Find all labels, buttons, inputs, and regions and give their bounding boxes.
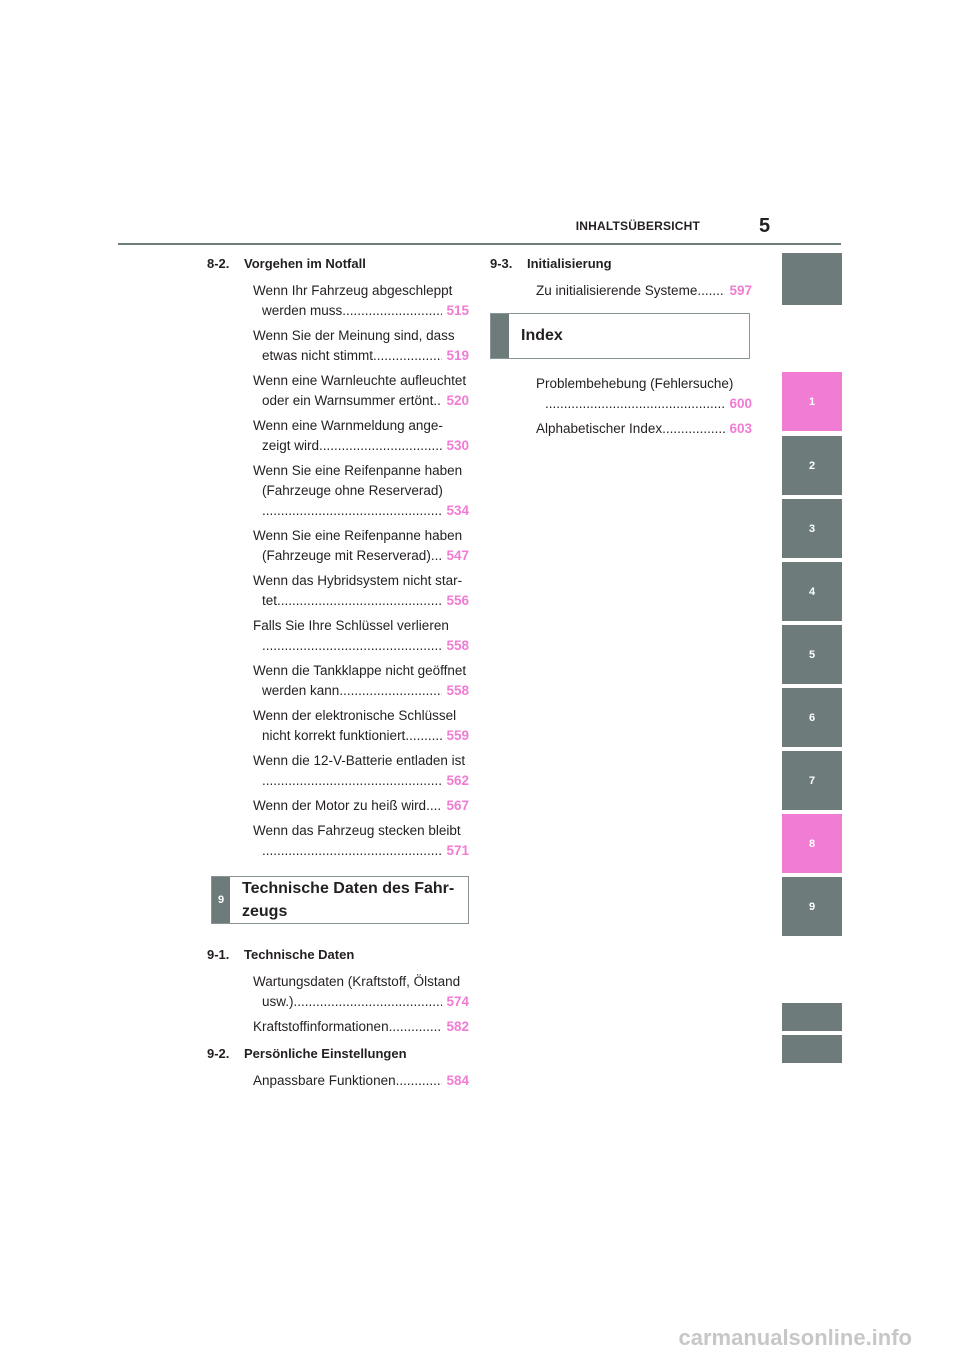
toc-section (207, 251, 469, 861)
dot-leader (262, 501, 442, 521)
toc-entry-last-line (253, 771, 469, 791)
toc-entry-text: Wenn der Motor zu heiß wird (253, 798, 427, 813)
toc-entry[interactable] (207, 416, 469, 456)
header-rule (118, 243, 841, 245)
page-link[interactable]: 574 (446, 994, 469, 1009)
toc-entry[interactable] (207, 661, 469, 701)
page-link[interactable]: 567 (446, 798, 469, 813)
chapter-tab-2[interactable]: 2 (782, 436, 842, 495)
toc-entry-text: Wenn Sie eine Reifenpanne haben (253, 463, 463, 478)
page-link[interactable]: 519 (446, 348, 469, 363)
page-link[interactable]: 600 (729, 396, 752, 411)
toc-entry-text: Anpassbare Funktionen (253, 1073, 396, 1088)
toc-entry-text: oder ein Warnsummer ertönt (262, 393, 434, 408)
dot-leader (433, 391, 442, 411)
toc-entry-text: Wenn Sie eine Reifenpanne haben (253, 528, 463, 543)
toc-entry[interactable] (207, 461, 469, 521)
toc-entry[interactable] (490, 281, 752, 301)
toc-entry-text: tet (262, 593, 278, 608)
toc-entry-text: Wenn der elektronische Schlüssel (253, 708, 457, 723)
toc-entry-last-line (253, 681, 469, 701)
section-number: 9-1. (207, 947, 230, 962)
toc-entry-text: werden muss (262, 303, 343, 318)
dot-leader (426, 796, 442, 816)
toc-entry[interactable] (207, 281, 469, 321)
dot-leader (262, 636, 442, 656)
chapter-title-line: Technische Daten des Fahr- (242, 880, 455, 897)
section-number: 9-2. (207, 1046, 230, 1061)
watermark: carmanualsonline.info (678, 1325, 912, 1350)
chapter-tab-7[interactable]: 7 (782, 751, 842, 810)
index-title: Index (521, 327, 563, 344)
toc-entry[interactable] (207, 796, 469, 816)
toc-entry-text: Wenn Sie der Meinung sind, dass (253, 328, 455, 343)
toc-entry[interactable] (207, 326, 469, 366)
section-title: Persönliche Einstellungen (244, 1046, 407, 1061)
toc-entry-text: Wenn die 12-V-Batterie entladen ist (253, 753, 466, 768)
chapter-tab-8[interactable]: 8 (782, 814, 842, 873)
toc-entry-text: Wenn die Tankklappe nicht geöffnet (253, 663, 467, 678)
toc-entry-text: Wenn eine Warnmeldung ange- (253, 418, 443, 433)
toc-entry[interactable] (207, 526, 469, 566)
page-link[interactable]: 547 (446, 548, 469, 563)
dot-leader (662, 419, 725, 439)
dot-leader (389, 1017, 443, 1037)
toc-entry-text: Wenn Ihr Fahrzeug abgeschleppt (253, 283, 453, 298)
chapter-heading-box (211, 876, 469, 924)
section-heading (490, 251, 752, 276)
page-link[interactable]: 558 (446, 683, 469, 698)
section-title: Vorgehen im Notfall (244, 256, 366, 271)
toc-entry-text: (Fahrzeuge mit Reserverad) (262, 548, 431, 563)
toc-entry-last-line (253, 546, 469, 566)
toc-entry[interactable] (207, 706, 469, 746)
toc-entry[interactable] (490, 419, 752, 439)
spacer (207, 924, 469, 942)
dot-leader (294, 992, 443, 1012)
toc-entry-text: Zu initialisierende Systeme (536, 283, 698, 298)
chapter-tab: 9 (212, 877, 230, 923)
dot-leader (396, 1071, 443, 1091)
toc-entry-text: Falls Sie Ihre Schlüssel verlieren (253, 618, 449, 633)
dot-leader (697, 281, 725, 301)
page-link[interactable]: 603 (729, 421, 752, 436)
toc-entry-text: nicht korrekt funktioniert (262, 728, 406, 743)
page-link[interactable]: 530 (446, 438, 469, 453)
toc-entry-last-line (253, 796, 469, 816)
page-link[interactable]: 597 (729, 283, 752, 298)
header-page-number: 5 (759, 215, 771, 237)
dot-leader (373, 346, 442, 366)
toc-section (207, 942, 469, 1037)
dot-leader (431, 546, 443, 566)
right-column (490, 251, 752, 439)
section-number: 8-2. (207, 256, 230, 271)
toc-entry-text: Wenn das Hybridsystem nicht star- (253, 573, 463, 588)
toc-entry-text: etwas nicht stimmt (262, 348, 374, 363)
toc-entry-text: Kraftstoffinformationen (253, 1019, 389, 1034)
toc-entry[interactable] (490, 374, 752, 414)
toc-entry[interactable] (207, 972, 469, 1012)
section-title: Technische Daten (244, 947, 355, 962)
toc-entry-text: zeigt wird (262, 438, 320, 453)
chapter-tab-9[interactable]: 9 (782, 877, 842, 936)
page-link[interactable]: 571 (446, 843, 469, 858)
dot-leader (339, 681, 442, 701)
toc-entry[interactable] (207, 1017, 469, 1037)
dot-leader (319, 436, 442, 456)
chapter-tab-3[interactable]: 3 (782, 499, 842, 558)
page-link[interactable]: 582 (446, 1019, 469, 1034)
toc-entry-last-line (253, 1071, 469, 1091)
side-tab-blank[interactable] (782, 253, 842, 305)
toc-entry-last-line (253, 636, 469, 656)
section-heading (207, 942, 469, 967)
toc-entry-text: Problembehebung (Fehlersuche) (536, 376, 734, 391)
toc-entry-last-line (253, 992, 469, 1012)
toc-entry-text: (Fahrzeuge ohne Reserverad) (262, 483, 443, 498)
toc-entry-last-line (253, 436, 469, 456)
toc-entry-text: werden kann (262, 683, 340, 698)
toc-entry-last-line (536, 394, 752, 414)
chapter-title (242, 877, 454, 923)
toc-entry-last-line (536, 419, 752, 439)
page-link[interactable]: 520 (446, 393, 469, 408)
toc-entry-last-line (253, 726, 469, 746)
toc-entry-last-line (253, 1017, 469, 1037)
toc-entry-last-line (253, 346, 469, 366)
toc-entry[interactable] (207, 571, 469, 611)
page-link[interactable]: 559 (446, 728, 469, 743)
toc-entry-text: Wartungsdaten (Kraftstoff, Ölstand (253, 974, 461, 989)
index-tab (491, 314, 509, 358)
dot-leader (342, 301, 442, 321)
page-link[interactable]: 562 (446, 773, 469, 788)
spacer (490, 359, 752, 369)
side-tab-blank[interactable] (782, 1003, 842, 1031)
toc-entry-last-line (536, 281, 752, 301)
section-heading (207, 251, 469, 276)
toc-entry[interactable] (207, 821, 469, 861)
toc-entry-last-line (253, 591, 469, 611)
toc-section (490, 251, 752, 301)
toc-entry[interactable] (207, 751, 469, 791)
toc-entry-last-line (253, 391, 469, 411)
toc-entry[interactable] (207, 616, 469, 656)
section-heading (207, 1041, 469, 1066)
side-tab-blank[interactable] (782, 1035, 842, 1063)
toc-entry-last-line (253, 841, 469, 861)
chapter-tab-5[interactable]: 5 (782, 625, 842, 684)
dot-leader (262, 841, 442, 861)
chapter-tab-1[interactable]: 1 (782, 372, 842, 431)
toc-section (207, 1041, 469, 1091)
dot-leader (262, 771, 442, 791)
index-heading-box (490, 313, 750, 359)
header-title: INHALTSÜBERSICHT (575, 219, 700, 233)
page-link[interactable]: 558 (446, 638, 469, 653)
toc-entry[interactable] (207, 371, 469, 411)
toc-entry-text: Wenn das Fahrzeug stecken bleibt (253, 823, 461, 838)
chapter-title-line: zeugs (242, 903, 288, 920)
toc-entry[interactable] (207, 1071, 469, 1091)
dot-leader (405, 726, 442, 746)
left-column (207, 251, 469, 1091)
toc-entry-text: usw.) (262, 994, 294, 1009)
page-link[interactable]: 556 (446, 593, 469, 608)
chapter-tab-4[interactable]: 4 (782, 562, 842, 621)
page-link[interactable]: 534 (446, 503, 469, 518)
chapter-tab-6[interactable]: 6 (782, 688, 842, 747)
section-title: Initialisierung (527, 256, 612, 271)
toc-entry-text: Alphabetischer Index (536, 421, 663, 436)
dot-leader (277, 591, 442, 611)
dot-leader (545, 394, 725, 414)
toc-entry-text: Wenn eine Warnleuchte aufleuchtet (253, 373, 467, 388)
page-link[interactable]: 515 (446, 303, 469, 318)
page-link[interactable]: 584 (446, 1073, 469, 1088)
toc-entry-last-line (253, 301, 469, 321)
toc-entry-last-line (253, 501, 469, 521)
section-number: 9-3. (490, 256, 513, 271)
